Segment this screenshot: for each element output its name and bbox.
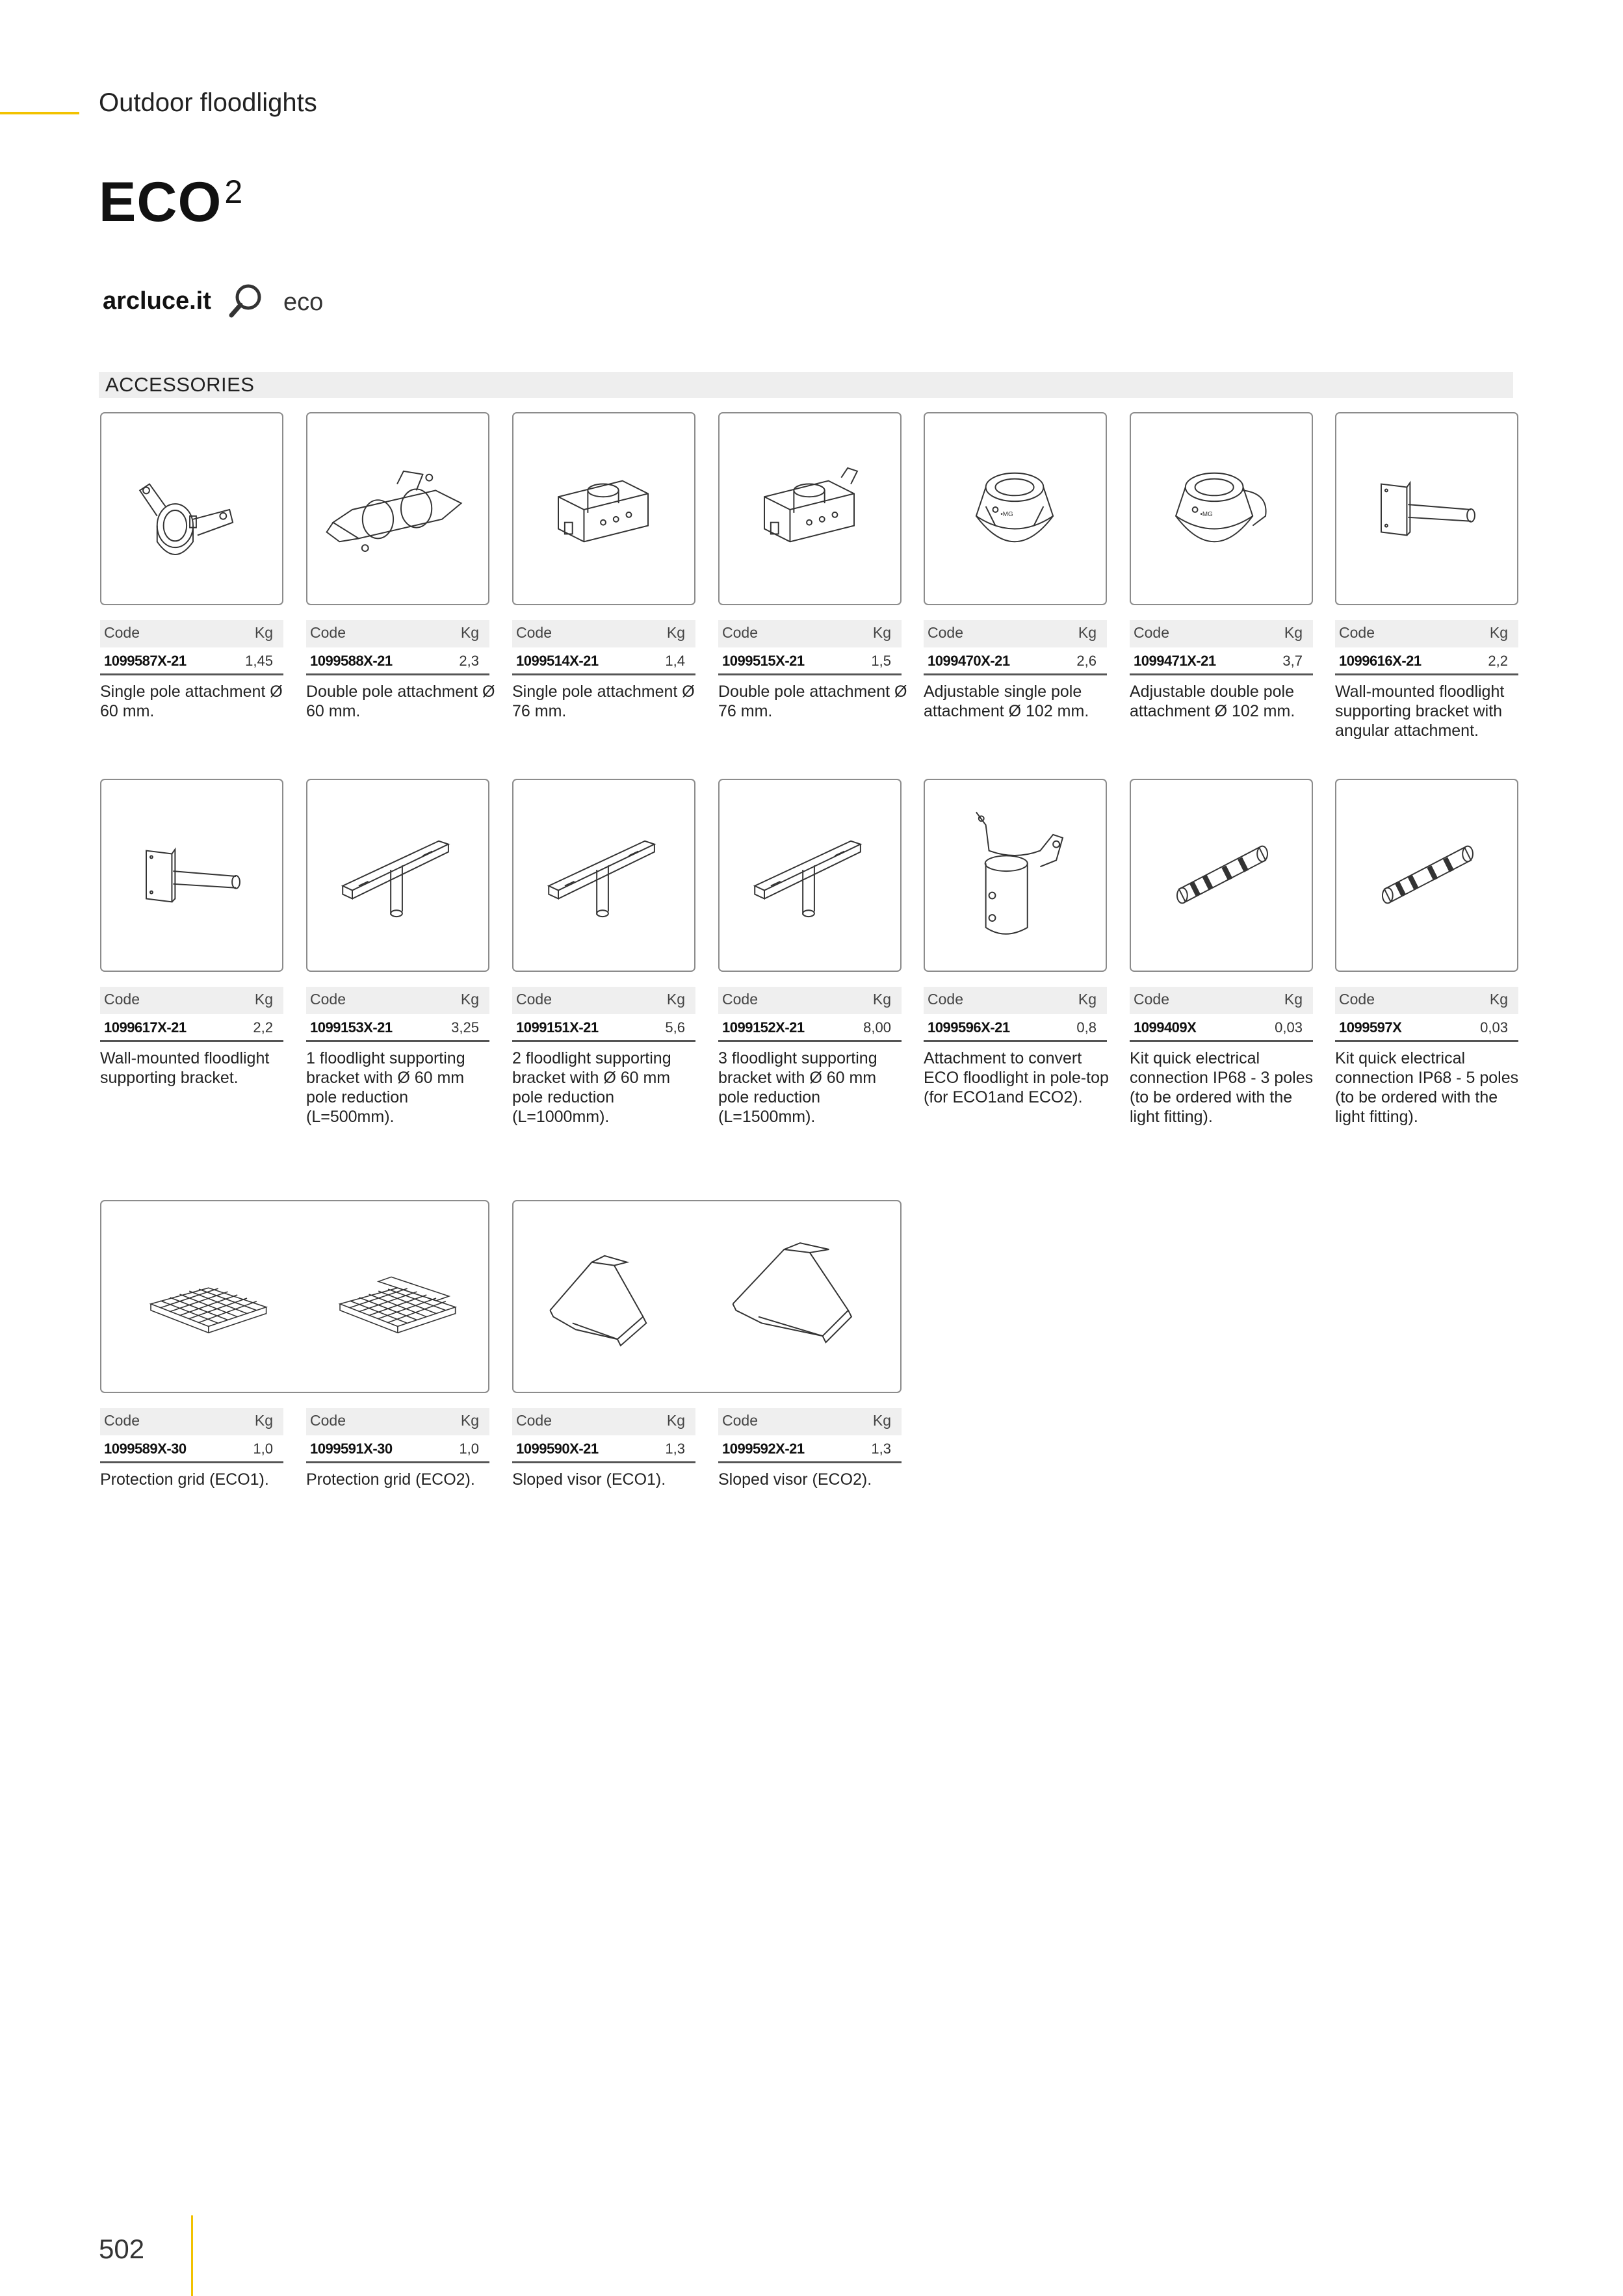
spec-row [306, 1014, 489, 1042]
spec-header [306, 1408, 489, 1435]
product-spec [306, 1408, 489, 1489]
product-weight: 1,3 [871, 1441, 891, 1457]
product-description: Sloped visor (ECO1). [512, 1470, 666, 1489]
spec-header [512, 620, 695, 647]
sloped-visor-icon [513, 1201, 900, 1392]
product-description: Attachment to convert ECO floodlight in pole-top (for ECO1and ECO2). [924, 1049, 1109, 1106]
spec-row [306, 1435, 489, 1463]
product-description: Double pole attachment Ø 60 mm. [306, 683, 495, 720]
product-code: 1099587X-21 [104, 653, 187, 669]
product-code: 1099152X-21 [722, 1019, 805, 1036]
footer-accent-rule [191, 2215, 193, 2296]
product-spec [718, 1408, 902, 1489]
product-spec [306, 987, 489, 1127]
wall-bracket-icon [101, 780, 282, 971]
product-image-card [1130, 779, 1313, 972]
kg-label: Kg [254, 624, 273, 641]
spec-header [1130, 620, 1313, 647]
product-spec [1130, 620, 1313, 721]
product-code: 1099514X-21 [516, 653, 599, 669]
spec-header [512, 1408, 695, 1435]
kg-label: Kg [1489, 624, 1508, 641]
code-label: Code [516, 991, 552, 1008]
product-description: Single pole attachment Ø 60 mm. [100, 683, 283, 720]
page-number: 502 [99, 2234, 145, 2264]
product-spec [1335, 987, 1518, 1127]
product-spec [1130, 987, 1313, 1127]
kg-label: Kg [1078, 624, 1097, 641]
product-weight: 0,03 [1275, 1019, 1303, 1036]
product-code: 1099616X-21 [1339, 653, 1422, 669]
spec-row [100, 1435, 283, 1463]
kg-label: Kg [666, 991, 685, 1008]
code-label: Code [1134, 991, 1169, 1008]
code-label: Code [104, 1412, 140, 1429]
product-weight: 2,2 [253, 1019, 273, 1036]
product-code: 1099151X-21 [516, 1019, 599, 1036]
pole-top-adapter-icon [925, 780, 1106, 971]
spec-header [924, 620, 1107, 647]
spec-header [1130, 987, 1313, 1014]
product-weight: 3,7 [1282, 653, 1303, 669]
product-image-card [924, 412, 1107, 605]
product-description: Single pole attachment Ø 76 mm. [512, 683, 695, 720]
product-spec [306, 620, 495, 721]
double-pole-block-icon [720, 413, 900, 604]
product-description: Wall-mounted floodlight supporting bracket. [100, 1049, 270, 1087]
spec-row [1130, 647, 1313, 675]
product-image-card [924, 779, 1107, 972]
code-label: Code [516, 624, 552, 641]
code-label: Code [104, 991, 140, 1008]
product-spec [1335, 620, 1518, 740]
product-image-card [1130, 412, 1313, 605]
kg-label: Kg [460, 1412, 479, 1429]
code-label: Code [722, 1412, 758, 1429]
kg-label: Kg [254, 991, 273, 1008]
spec-header [1335, 620, 1518, 647]
search-keyword: eco [283, 289, 324, 316]
kg-label: Kg [872, 991, 891, 1008]
code-label: Code [928, 624, 963, 641]
product-description: Protection grid (ECO1). [100, 1470, 269, 1489]
spec-header [718, 987, 902, 1014]
product-description: Adjustable single pole attachment Ø 102 mm. [924, 683, 1089, 720]
svg-text:•MG: •MG [1000, 510, 1013, 518]
product-weight: 3,25 [451, 1019, 479, 1036]
accessories-label: ACCESSORIES [105, 373, 255, 396]
product-code: 1099588X-21 [310, 653, 393, 669]
spec-header [100, 987, 283, 1014]
product-spec [718, 987, 902, 1127]
spec-row [512, 1014, 695, 1042]
spec-row [1335, 647, 1518, 675]
spec-row [924, 1014, 1107, 1042]
spec-row [1130, 1014, 1313, 1042]
spec-row [306, 647, 489, 675]
product-code: 1099592X-21 [722, 1441, 805, 1457]
product-description: Sloped visor (ECO2). [718, 1470, 872, 1489]
product-image-card [306, 412, 489, 605]
magnifier-icon [227, 281, 265, 319]
spec-row [100, 647, 283, 675]
product-code: 1099596X-21 [928, 1019, 1010, 1036]
spec-header [100, 620, 283, 647]
product-spec [512, 1408, 695, 1489]
single-pole-block-icon [513, 413, 694, 604]
kg-label: Kg [460, 624, 479, 641]
section-title: Outdoor floodlights [99, 88, 317, 117]
kg-label: Kg [1284, 624, 1303, 641]
kg-label: Kg [1078, 991, 1097, 1008]
product-image-card [512, 1200, 902, 1393]
adjustable-single-clamp-icon [925, 413, 1106, 604]
t-bar-bracket-icon [513, 780, 694, 971]
double-pole-bracket-icon [307, 413, 488, 604]
spec-header [512, 987, 695, 1014]
product-spec [924, 987, 1107, 1107]
t-bar-bracket-icon [720, 780, 900, 971]
product-image-card [718, 779, 902, 972]
product-name: ECO [99, 171, 222, 233]
product-image-card [1335, 412, 1518, 605]
spec-header [924, 987, 1107, 1014]
product-code: 1099589X-30 [104, 1441, 187, 1457]
product-spec [100, 1408, 283, 1489]
code-label: Code [310, 624, 346, 641]
product-weight: 1,4 [665, 653, 685, 669]
product-spec [100, 987, 283, 1088]
product-weight: 8,00 [863, 1019, 891, 1036]
kg-label: Kg [1284, 991, 1303, 1008]
protection-grid-icon [101, 1201, 488, 1392]
spec-header [1335, 987, 1518, 1014]
adjustable-double-clamp-icon [1131, 413, 1312, 604]
spec-row [924, 647, 1107, 675]
product-description: 1 floodlight supporting bracket with Ø 60 mm pole reduction (L=500mm). [306, 1049, 465, 1126]
product-description: 3 floodlight supporting bracket with Ø 60 mm pole reduction (L=1500mm). [718, 1049, 877, 1126]
product-image-card [100, 779, 283, 972]
product-code: 1099409X [1134, 1019, 1197, 1036]
product-weight: 2,2 [1488, 653, 1508, 669]
kg-label: Kg [460, 991, 479, 1008]
code-label: Code [722, 991, 758, 1008]
product-description: Wall-mounted floodlight supporting bracket with angular attachment. [1335, 683, 1505, 740]
accessories-header [99, 372, 1513, 398]
product-spec [100, 620, 283, 721]
product-spec [512, 987, 695, 1127]
product-code: 1099515X-21 [722, 653, 805, 669]
product-image-card [512, 412, 695, 605]
product-code: 1099617X-21 [104, 1019, 187, 1036]
product-image-card [512, 779, 695, 972]
code-label: Code [310, 991, 346, 1008]
code-label: Code [1339, 624, 1375, 641]
product-weight: 2,3 [459, 653, 479, 669]
product-description: Protection grid (ECO2). [306, 1470, 475, 1489]
product-description: 2 floodlight supporting bracket with Ø 60 mm pole reduction (L=1000mm). [512, 1049, 671, 1126]
product-description: Adjustable double pole attachment Ø 102 mm. [1130, 683, 1295, 720]
kg-label: Kg [872, 624, 891, 641]
product-weight: 1,45 [245, 653, 273, 669]
kg-label: Kg [1489, 991, 1508, 1008]
spec-header [100, 1408, 283, 1435]
kg-label: Kg [666, 624, 685, 641]
spec-row [1335, 1014, 1518, 1042]
product-code: 1099470X-21 [928, 653, 1010, 669]
product-spec [512, 620, 695, 721]
spec-header [306, 620, 489, 647]
product-description: Kit quick electrical connection IP68 - 5 poles (to be ordered with the light fitting). [1335, 1049, 1519, 1126]
spec-row [512, 1435, 695, 1463]
spec-row [100, 1014, 283, 1042]
product-weight: 1,0 [253, 1441, 273, 1457]
code-label: Code [310, 1412, 346, 1429]
code-label: Code [722, 624, 758, 641]
svg-text:•MG: •MG [1200, 510, 1213, 518]
product-title [99, 170, 243, 235]
product-spec [718, 620, 907, 721]
product-weight: 0,03 [1480, 1019, 1508, 1036]
kg-label: Kg [666, 1412, 685, 1429]
product-weight: 2,6 [1076, 653, 1097, 669]
product-weight: 5,6 [665, 1019, 685, 1036]
product-image-card [306, 779, 489, 972]
product-weight: 1,5 [871, 653, 891, 669]
spec-row [718, 1435, 902, 1463]
product-code: 1099590X-21 [516, 1441, 599, 1457]
product-code: 1099153X-21 [310, 1019, 393, 1036]
product-weight: 1,0 [459, 1441, 479, 1457]
spec-row [718, 647, 902, 675]
product-code: 1099591X-30 [310, 1441, 393, 1457]
spec-header [306, 987, 489, 1014]
t-bar-bracket-icon [307, 780, 488, 971]
product-image-card [100, 412, 283, 605]
code-label: Code [516, 1412, 552, 1429]
product-superscript: 2 [224, 174, 244, 210]
code-label: Code [1339, 991, 1375, 1008]
product-code: 1099471X-21 [1134, 653, 1216, 669]
product-image-card [1335, 779, 1518, 972]
spec-header [718, 1408, 902, 1435]
product-weight: 1,3 [665, 1441, 685, 1457]
product-image-card [718, 412, 902, 605]
product-description: Kit quick electrical connection IP68 - 3 poles (to be ordered with the light fitting). [1130, 1049, 1314, 1126]
spec-header [718, 620, 902, 647]
kg-label: Kg [872, 1412, 891, 1429]
product-weight: 0,8 [1076, 1019, 1097, 1036]
wall-bracket-angular-icon [1336, 413, 1517, 604]
code-label: Code [1134, 624, 1169, 641]
product-image-card [100, 1200, 489, 1393]
site-link[interactable]: arcluce.it [103, 287, 211, 315]
connector-kit-icon [1336, 780, 1517, 971]
single-pole-bracket-icon [101, 413, 282, 604]
product-spec [924, 620, 1107, 721]
code-label: Code [104, 624, 140, 641]
spec-row [718, 1014, 902, 1042]
product-code: 1099597X [1339, 1019, 1402, 1036]
spec-row [512, 647, 695, 675]
connector-kit-icon [1131, 780, 1312, 971]
section-accent-rule [0, 112, 79, 114]
code-label: Code [928, 991, 963, 1008]
product-description: Double pole attachment Ø 76 mm. [718, 683, 907, 720]
kg-label: Kg [254, 1412, 273, 1429]
